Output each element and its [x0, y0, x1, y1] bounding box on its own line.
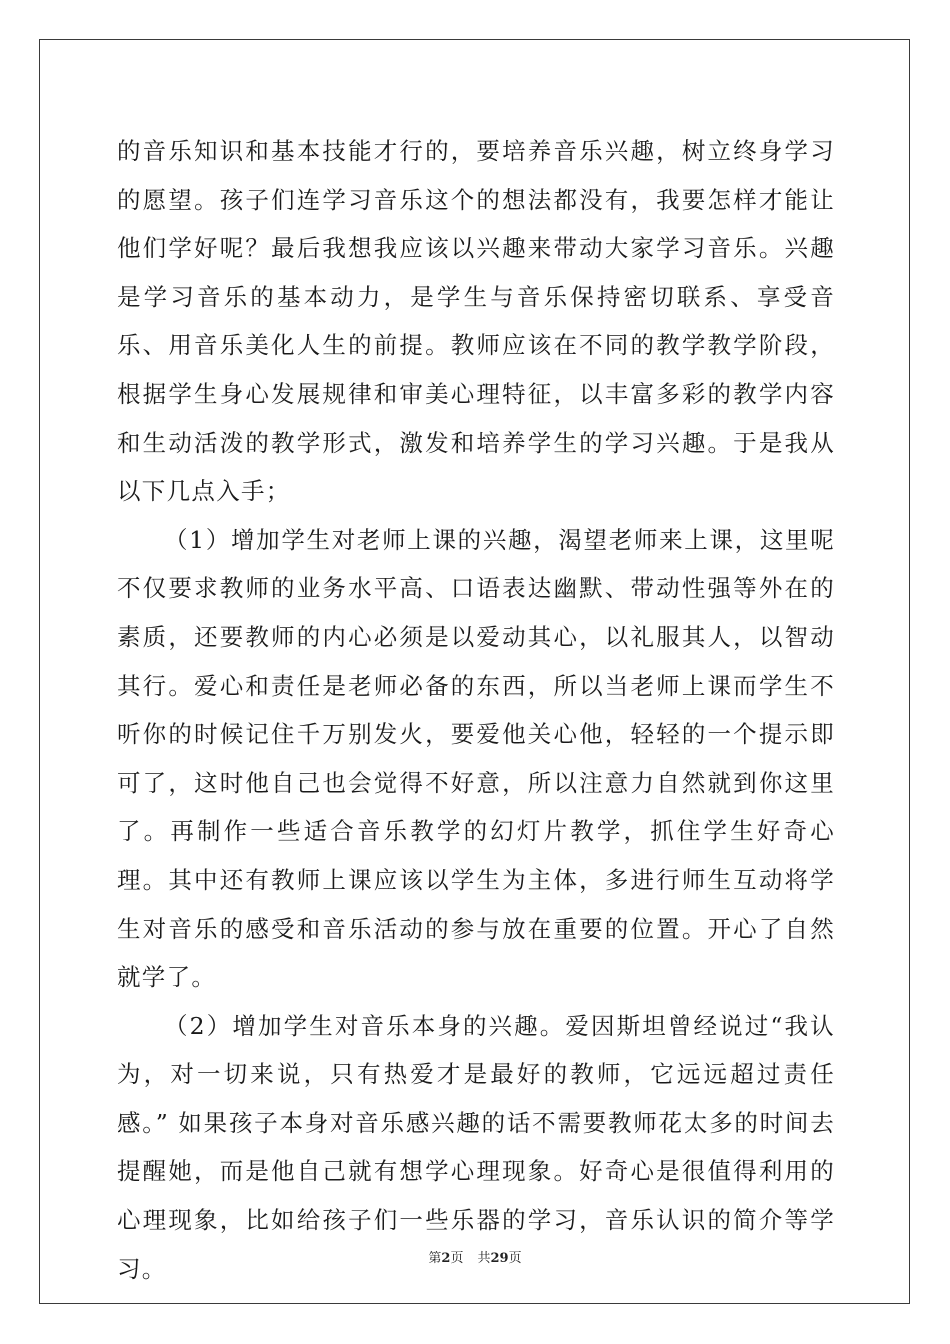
total-prefix: 共 — [477, 1251, 491, 1266]
page-footer — [0, 1247, 950, 1266]
page-number: 2 — [441, 1251, 451, 1266]
paragraph-point-1: （1）增加学生对老师上课的兴趣，渴望老师来上课，这里呢不仅要求教师的业务水平高、口语表达幽默、带动性强等外在的素质，还要教师的内心必须是以爱动其心，以礼服其人，以智动其行。爱心和责任是老师必备的东西，所以当老师上课而学生不听你的时候记住千万别发火，要爱他关心他，轻轻的一个提示即可了，这时他自己也会觉得不好意，所以注意力自然就到你这里了。再制作一些适合音乐教学的幻灯片教学，抓住学生好奇心理。其中还有教师上课应该以学生为主体，多进行师生互动将学生对音乐的感受和音乐活动的参与放在重要的位置。开心了自然就学了。 — [117, 525, 835, 992]
page-suffix: 页 — [450, 1251, 464, 1266]
total-suffix: 页 — [508, 1251, 522, 1266]
total-pages: 29 — [490, 1251, 509, 1266]
page-prefix: 第 — [428, 1251, 442, 1266]
paragraph-continuation: 的音乐知识和基本技能才行的，要培养音乐兴趣，树立终身学习的愿望。孩子们连学习音乐这个的想法都没有，我要怎样才能让他们学好呢？最后我想我应该以兴趣来带动大家学习音乐。兴趣是学习音乐的基本动力，是学生与音乐保持密切联系、享受音乐、用音乐美化人生的前提。教师应该在不同的教学教学阶段，根据学生身心发展规律和审美心理特征，以丰富多彩的教学内容和生动活泼的教学形式，激发和培养学生的学习兴趣。于是我从以下几点入手； — [117, 137, 835, 506]
document-body — [117, 127, 835, 1293]
paragraph-point-2: （2）增加学生对音乐本身的兴趣。爱因斯坦曾经说过“我认为，对一切来说，只有热爱才是最好的教师，它远远超过责任感。” 如果孩子本身对音乐感兴趣的话不需要教师花太多的时间去提醒她，而是他自己就有想学心理现象。好奇心是很值得利用的心理现象，比如给孩子们一些乐器的学习，音乐认识的简介等学习。 — [117, 1011, 835, 1283]
